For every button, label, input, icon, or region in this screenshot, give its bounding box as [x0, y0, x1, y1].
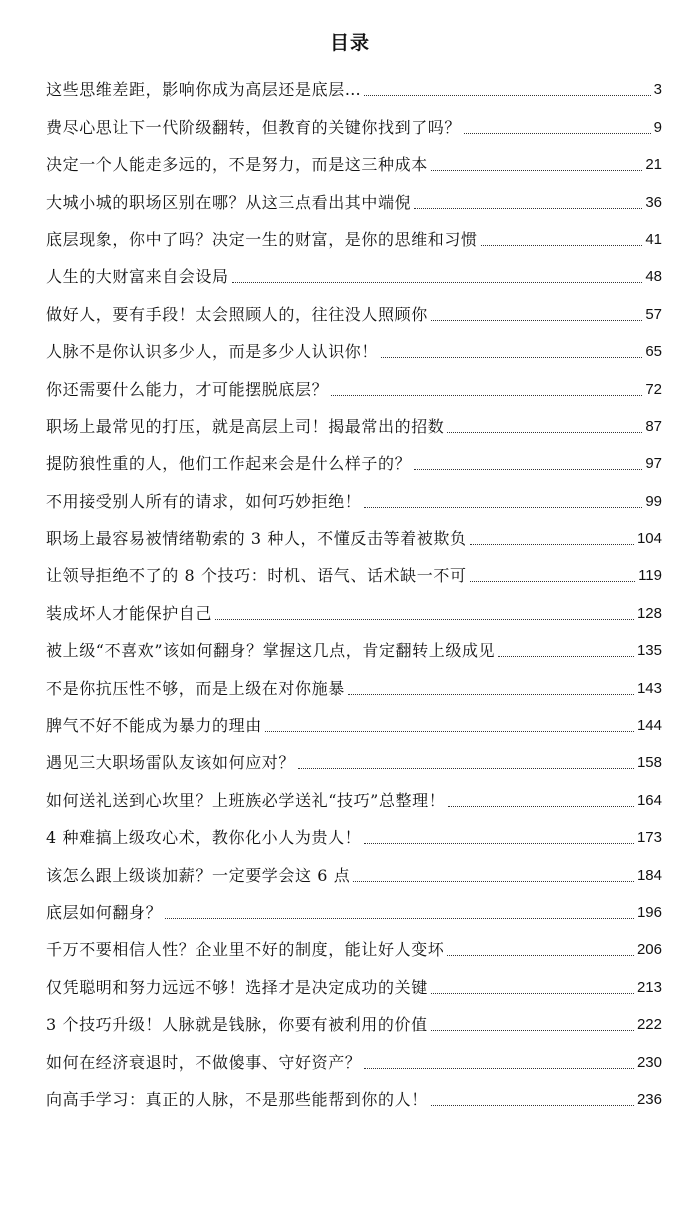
toc-entry-title[interactable]: 职场上最容易被情绪勒索的 3 种人，不懂反击等着被欺负 — [46, 529, 467, 549]
toc-entry-title[interactable]: 大城小城的职场区别在哪？从这三点看出其中端倪 — [46, 192, 412, 212]
toc-entry[interactable] — [46, 326, 662, 363]
toc-entry[interactable] — [46, 363, 662, 400]
toc-entry-page-number[interactable]: 236 — [636, 1090, 662, 1108]
toc-entry[interactable] — [46, 438, 662, 475]
toc-entry-title[interactable]: 如何送礼送到心坎里？上班族必学送礼“技巧”总整理！ — [46, 790, 446, 810]
toc-dot-leader — [348, 694, 634, 695]
toc-dot-leader — [298, 768, 634, 769]
toc-entry-page-number[interactable]: 128 — [636, 604, 662, 622]
toc-entry[interactable] — [46, 101, 662, 138]
toc-dot-leader — [498, 656, 634, 657]
toc-dot-leader — [331, 395, 642, 396]
toc-dot-leader — [265, 731, 634, 732]
toc-entry-page-number[interactable]: 144 — [636, 717, 662, 735]
toc-entry-title[interactable]: 如何在经济衰退时，不做傻事、守好资产？ — [46, 1052, 362, 1072]
toc-entry[interactable] — [46, 550, 662, 587]
toc-entry-page-number[interactable]: 158 — [636, 754, 662, 772]
toc-entry-title[interactable]: 让领导拒绝不了的 8 个技巧：时机、语气、话术缺一不可 — [46, 566, 467, 586]
toc-entry[interactable] — [46, 774, 662, 811]
toc-entry-page-number[interactable]: 3 — [653, 81, 662, 99]
toc-entry-page-number[interactable]: 143 — [636, 679, 662, 697]
toc-entry-page-number[interactable]: 99 — [645, 492, 662, 510]
toc-entry[interactable] — [46, 662, 662, 699]
toc-entry[interactable] — [46, 251, 662, 288]
toc-dot-leader — [481, 245, 643, 246]
toc-entry-page-number[interactable]: 36 — [645, 193, 662, 211]
toc-entry-title[interactable]: 被上级“不喜欢”该如何翻身？掌握这几点，肯定翻转上级成见 — [46, 641, 496, 661]
toc-entry-page-number[interactable]: 104 — [636, 530, 662, 548]
toc-entry[interactable] — [46, 401, 662, 438]
toc-entry[interactable] — [46, 288, 662, 325]
toc-entry[interactable] — [46, 176, 662, 213]
toc-entry-title[interactable]: 底层现象，你中了吗？决定一生的财富，是你的思维和习惯 — [46, 229, 478, 249]
toc-dot-leader — [448, 806, 634, 807]
toc-entry-page-number[interactable]: 57 — [645, 305, 662, 323]
toc-entry[interactable] — [46, 961, 662, 998]
toc-dot-leader — [470, 544, 634, 545]
toc-entry-page-number[interactable]: 72 — [645, 380, 662, 398]
toc-dot-leader — [381, 357, 642, 358]
toc-entry-title[interactable]: 底层如何翻身？ — [46, 902, 163, 922]
toc-entry[interactable] — [46, 700, 662, 737]
toc-entry-page-number[interactable]: 48 — [645, 268, 662, 286]
toc-entry-page-number[interactable]: 196 — [636, 903, 662, 921]
toc-entry-title[interactable]: 4 种难搞上级攻心术，教你化小人为贵人！ — [46, 828, 362, 848]
toc-entry[interactable] — [46, 924, 662, 961]
toc-entry[interactable] — [46, 1036, 662, 1073]
toc-entry-title[interactable]: 提防狼性重的人，他们工作起来会是什么样子的？ — [46, 454, 412, 474]
toc-dot-leader — [447, 955, 634, 956]
toc-entry-title[interactable]: 不是你抗压性不够，而是上级在对你施暴 — [46, 678, 345, 698]
toc-dot-leader — [215, 619, 634, 620]
toc-entry-title[interactable]: 3 个技巧升级！人脉就是钱脉，你要有被利用的价值 — [46, 1015, 428, 1035]
toc-dot-leader — [353, 881, 634, 882]
toc-entry-page-number[interactable]: 87 — [645, 417, 662, 435]
toc-entry[interactable] — [46, 999, 662, 1036]
toc-dot-leader — [431, 1105, 634, 1106]
toc-entry-title[interactable]: 费尽心思让下一代阶级翻转，但教育的关键你找到了吗？ — [46, 117, 462, 137]
toc-entry[interactable] — [46, 64, 662, 101]
toc-dot-leader — [431, 993, 634, 994]
toc-list — [46, 64, 662, 1111]
toc-entry-page-number[interactable]: 65 — [645, 343, 662, 361]
toc-dot-leader — [447, 432, 642, 433]
toc-entry[interactable] — [46, 887, 662, 924]
toc-entry-page-number[interactable]: 97 — [645, 455, 662, 473]
toc-dot-leader — [232, 282, 643, 283]
toc-entry-title[interactable]: 该怎么跟上级谈加薪？一定要学会这 6 点 — [46, 865, 351, 885]
toc-entry-title[interactable]: 仅凭聪明和努力远远不够！选择才是决定成功的关键 — [46, 977, 428, 997]
toc-dot-leader — [364, 843, 634, 844]
toc-entry-title[interactable]: 职场上最常见的打压，就是高层上司！揭最常出的招数 — [46, 416, 445, 436]
toc-entry-page-number[interactable]: 230 — [636, 1053, 662, 1071]
toc-entry-page-number[interactable]: 213 — [636, 978, 662, 996]
toc-dot-leader — [364, 95, 650, 96]
toc-dot-leader — [470, 581, 636, 582]
toc-entry-title[interactable]: 装成坏人才能保护自己 — [46, 603, 213, 623]
toc-entry-title[interactable]: 千万不要相信人性？企业里不好的制度，能让好人变坏 — [46, 940, 445, 960]
toc-entry[interactable] — [46, 214, 662, 251]
toc-entry-title[interactable]: 人脉不是你认识多少人，而是多少人认识你！ — [46, 342, 379, 362]
toc-entry-page-number[interactable]: 164 — [636, 791, 662, 809]
toc-entry[interactable] — [46, 625, 662, 662]
toc-dot-leader — [414, 208, 642, 209]
toc-entry-page-number[interactable]: 41 — [645, 230, 662, 248]
toc-entry-page-number[interactable]: 222 — [636, 1016, 662, 1034]
toc-entry-page-number[interactable]: 173 — [636, 829, 662, 847]
toc-entry[interactable] — [46, 1074, 662, 1111]
toc-entry-title[interactable]: 你还需要什么能力，才可能摆脱底层？ — [46, 379, 329, 399]
toc-dot-leader — [414, 469, 642, 470]
toc-entry[interactable] — [46, 587, 662, 624]
toc-entry-page-number[interactable]: 21 — [645, 156, 662, 174]
toc-entry[interactable] — [46, 849, 662, 886]
toc-entry-title[interactable]: 做好人，要有手段！太会照顾人的，往往没人照顾你 — [46, 304, 428, 324]
toc-entry-title[interactable]: 决定一个人能走多远的，不是努力，而是这三种成本 — [46, 155, 428, 175]
toc-entry[interactable] — [46, 812, 662, 849]
toc-entry-title[interactable]: 人生的大财富来自会设局 — [46, 267, 229, 287]
toc-entry-page-number[interactable]: 184 — [636, 866, 662, 884]
toc-dot-leader — [364, 1068, 634, 1069]
toc-entry-page-number[interactable]: 135 — [636, 642, 662, 660]
toc-entry-title[interactable]: 这些思维差距，影响你成为高层还是底层… — [46, 80, 362, 100]
toc-entry[interactable] — [46, 139, 662, 176]
toc-entry-title[interactable]: 脾气不好不能成为暴力的理由 — [46, 716, 262, 736]
toc-entry-page-number[interactable]: 119 — [638, 567, 662, 585]
toc-entry[interactable] — [46, 475, 662, 512]
toc-title: 目录 — [329, 32, 370, 54]
toc-dot-leader — [464, 133, 651, 134]
toc-dot-leader — [431, 170, 643, 171]
toc-dot-leader — [431, 1030, 634, 1031]
toc-entry[interactable] — [46, 513, 662, 550]
toc-entry-page-number[interactable]: 206 — [636, 941, 662, 959]
toc-dot-leader — [431, 320, 643, 321]
toc-dot-leader — [165, 918, 634, 919]
toc-entry-title[interactable]: 遇见三大职场雷队友该如何应对？ — [46, 753, 296, 773]
toc-dot-leader — [364, 507, 642, 508]
toc-entry[interactable] — [46, 737, 662, 774]
toc-entry-title[interactable]: 向高手学习：真正的人脉，不是那些能帮到你的人！ — [46, 1089, 428, 1109]
toc-entry-page-number[interactable]: 9 — [653, 118, 662, 136]
toc-entry-title[interactable]: 不用接受别人所有的请求，如何巧妙拒绝！ — [46, 491, 362, 511]
